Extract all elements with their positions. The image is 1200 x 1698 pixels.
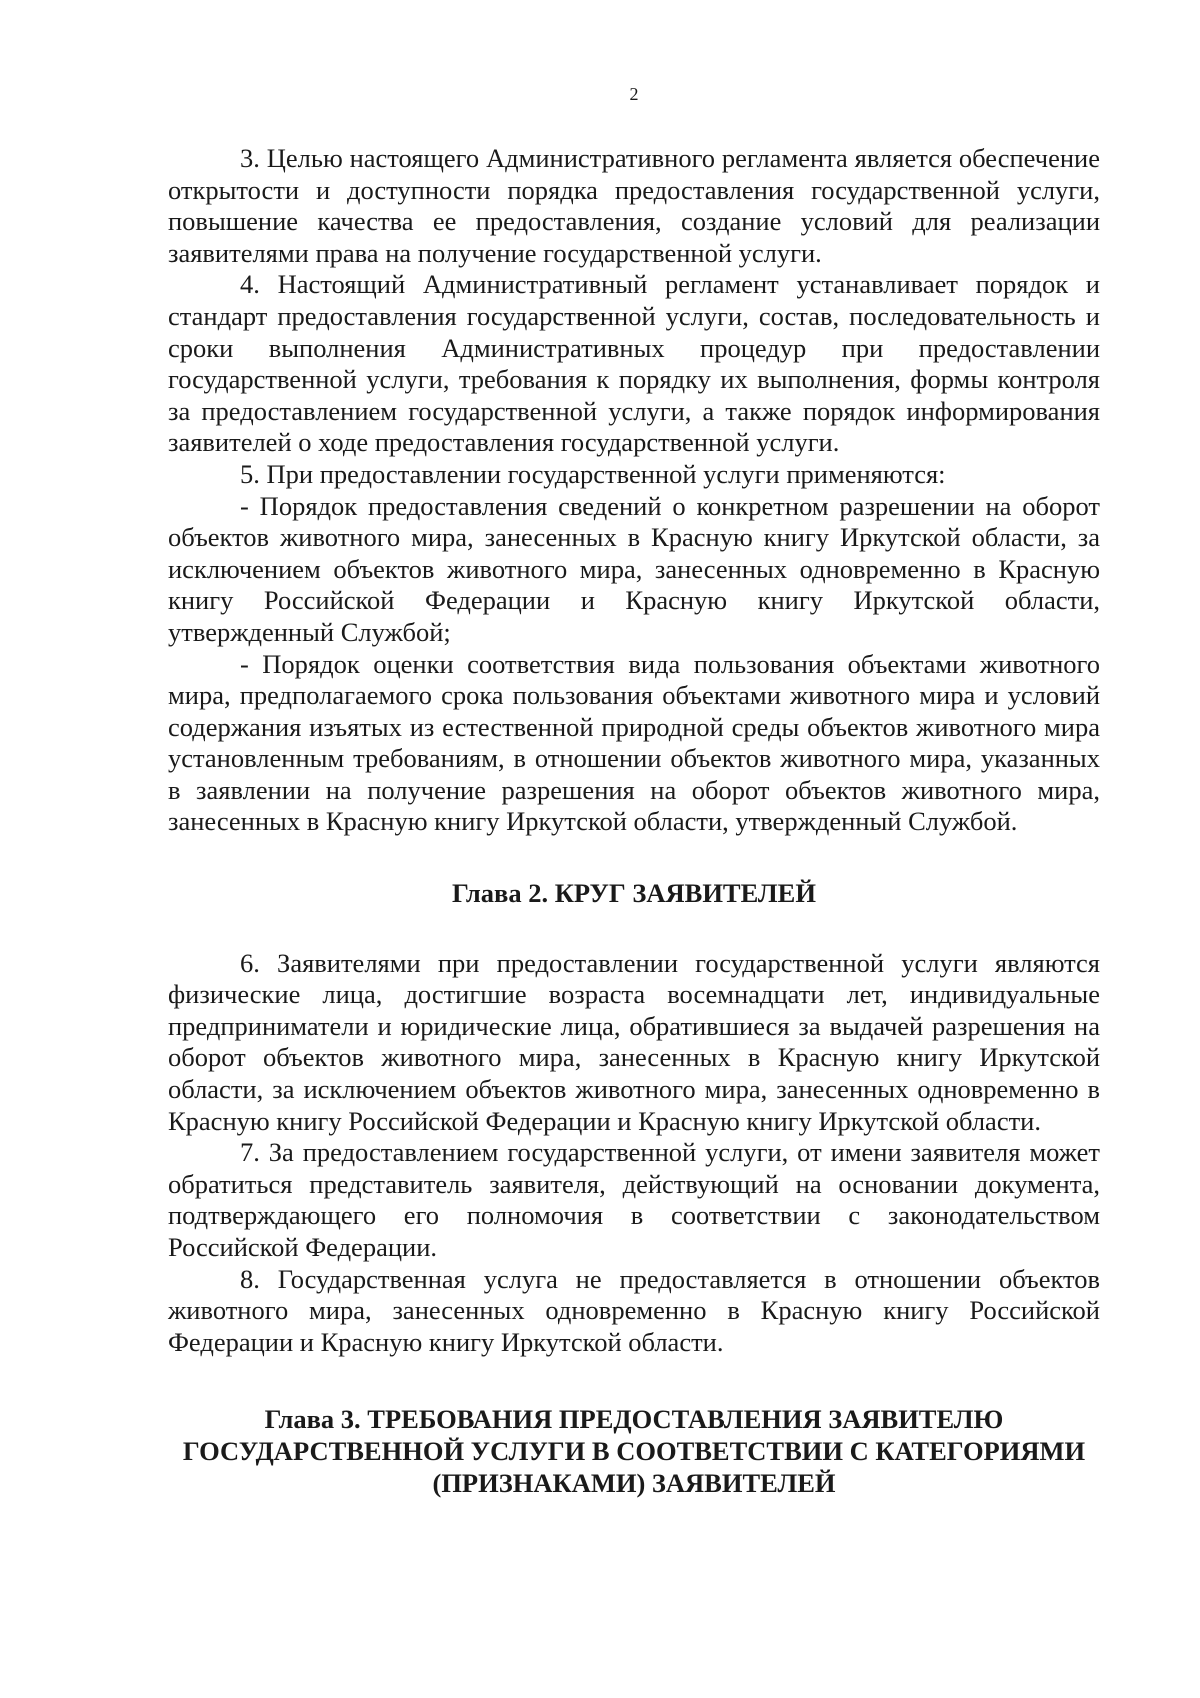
chapter-3-heading: Глава 3. ТРЕБОВАНИЯ ПРЕДОСТАВЛЕНИЯ ЗАЯВИТЕЛЮ ГОСУДАРСТВЕННОЙ УСЛУГИ В СООТВЕТСТВИИ С КАТЕГОРИЯМИ (ПРИЗНАКАМИ) ЗАЯВИТЕЛЕЙ <box>182 1404 1086 1498</box>
paragraph-5: 5. При предоставлении государственной услуги применяются: <box>240 458 946 489</box>
list-item-order-info: - Порядок предоставления сведений о конкретном разрешении на оборот объектов животного мира, занесенных в Красную книгу Иркутской области, за исключением объектов животного мира, занесенных одновременно в Красную книгу Российской Федерации и Красную книгу Иркутской области, утвержденный Службой; <box>168 490 1100 647</box>
paragraph-4: 4. Настоящий Административный регламент устанавливает порядок и стандарт предоставления государственной услуги, состав, последовательность и сроки выполнения Административных процедур при предоставлении государственной услуги, требования к порядку их выполнения, формы контроля за предоставлением государственной услуги, а также порядок информирования заявителей о ходе предоставления государственной услуги. <box>168 269 1100 458</box>
paragraph-7: 7. За предоставлением государственной услуги, от имени заявителя может обратиться представитель заявителя, действующий на основании документа, подтверждающего его полномочия в соответствии с законодательством Российской Федерации. <box>168 1137 1100 1262</box>
paragraph-8: 8. Государственная услуга не предоставляется в отношении объектов животного мира, занесенных одновременно в Красную книгу Российской Федерации и Красную книгу Иркутской области. <box>168 1263 1100 1357</box>
page-number: 2 <box>629 84 639 104</box>
paragraph-6: 6. Заявителями при предоставлении государственной услуги являются физические лица, достигшие возраста восемнадцати лет, индивидуальные предприниматели и юридические лица, обратившиеся за выдачей разрешения на оборот объектов животного мира, занесенных в Красную книгу Иркутской области, за исключением объектов животного мира, занесенных одновременно в Красную книгу Российской Федерации и Красную книгу Иркутской области. <box>168 947 1100 1136</box>
chapter-2-heading: Глава 2. КРУГ ЗАЯВИТЕЛЕЙ <box>452 878 816 909</box>
list-item-order-assessment: - Порядок оценки соответствия вида пользования объектами животного мира, предполагаемого срока пользования объектами животного мира и условий содержания изъятых из естественной природной среды объектов животного мира установленным требованиям, в отношении объектов животного мира, указанных в заявлении на получение разрешения на оборот объектов животного мира, занесенных в Красную книгу Иркутской области, утвержденный Службой. <box>168 648 1100 837</box>
paragraph-3: 3. Целью настоящего Административного регламента является обеспечение открытости и доступности порядка предоставления государственной услуги, повышение качества ее предоставления, создание условий для реализации заявителями права на получение государственной услуги. <box>168 143 1100 268</box>
